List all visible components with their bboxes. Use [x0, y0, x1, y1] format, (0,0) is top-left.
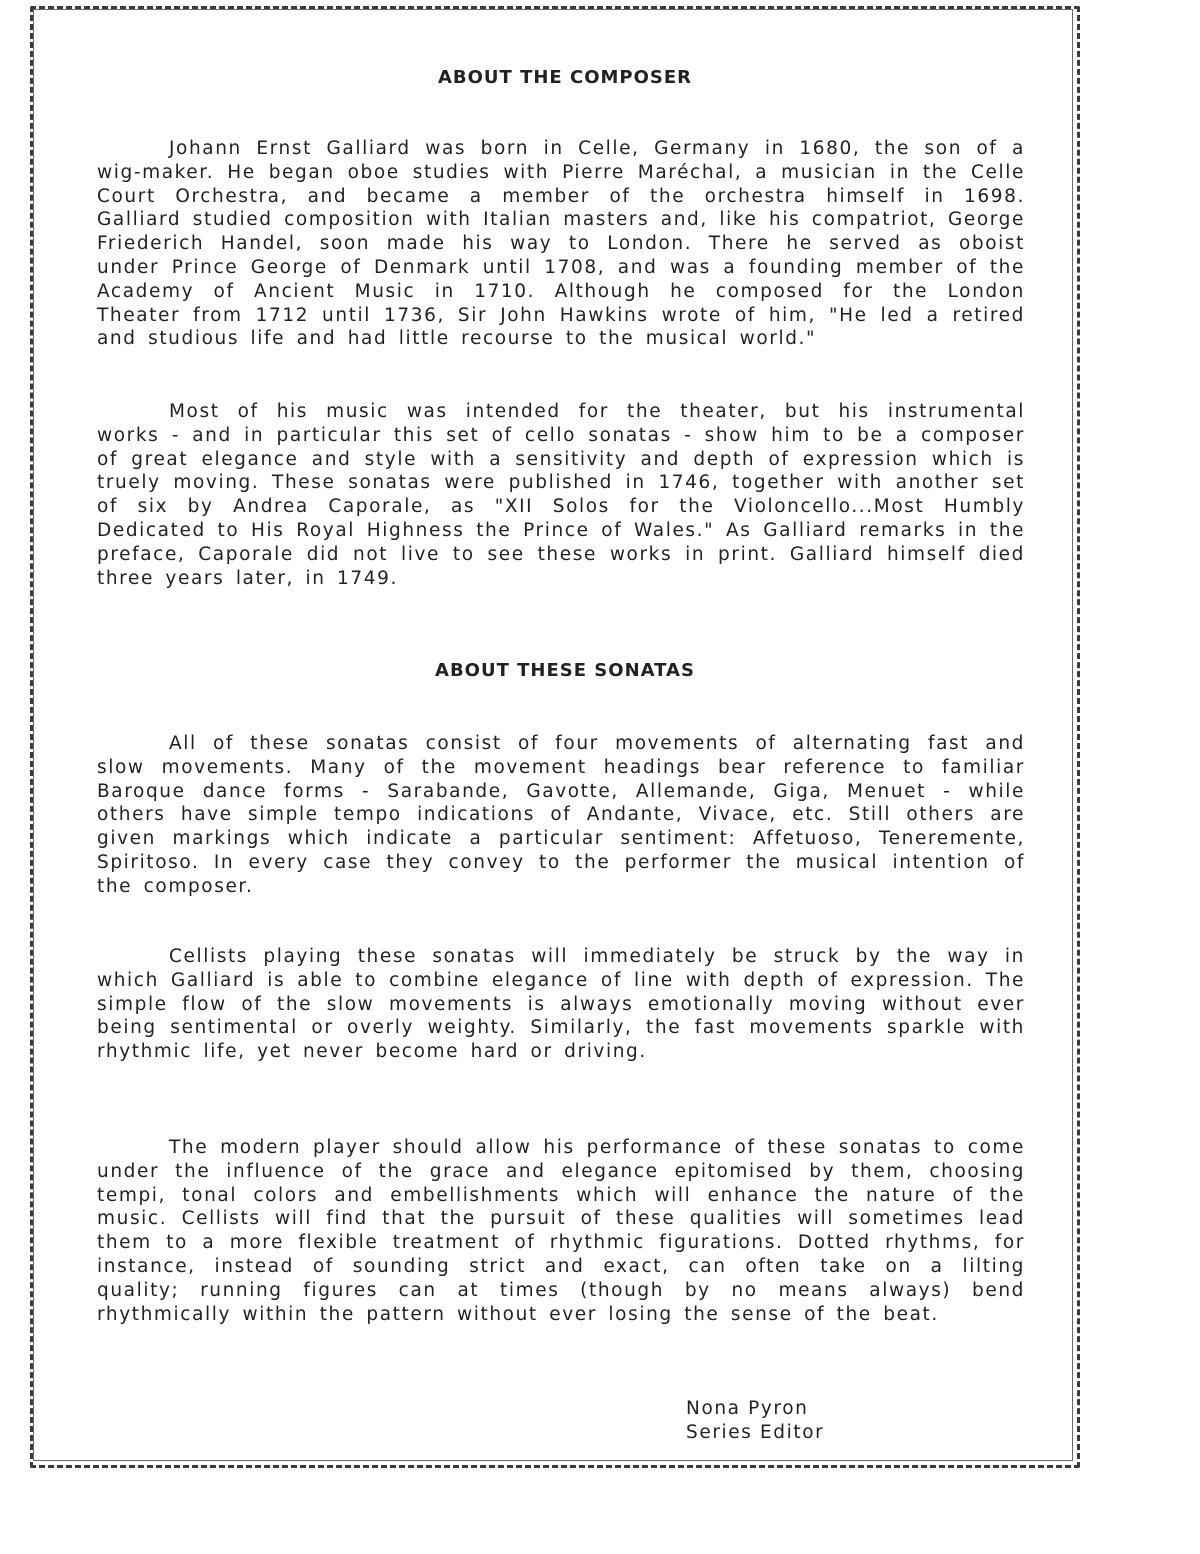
- sonatas-heading: ABOUT THESE SONATAS: [435, 660, 695, 681]
- composer-paragraph-2: Most of his music was intended for the theater, but his instrumental works - and in particular this set of cello sonatas - show him to be a composer of great elegance and style with a sensitivity and depth of expression which is truely moving. These sonatas were published in 1746, together with another set of six by Andrea Caporale, as "XII Solos for the Violoncello...Most Humbly Dedicated to His Royal Highness the Prince of Wales." As Galliard remarks in the preface, Caporale did not live to see these works in print. Galliard himself died three years later, in 1749.: [97, 401, 1025, 589]
- sonatas-paragraph-1: All of these sonatas consist of four movements of alternating fast and slow movements. Many of the movement headings bear reference to familiar Baroque dance forms - Sarabande, Gavotte, Allemande, Giga, Menuet - while others have simple tempo indications of Andante, Vivace, etc. Still others are given markings which indicate a particular sentiment: Affetuoso, Teneremente, Spiritoso. In every case they convey to the performer the musical intention of the composer.: [97, 733, 1025, 897]
- composer-heading: ABOUT THE COMPOSER: [437, 67, 693, 88]
- signature-title: Series Editor: [686, 1421, 825, 1443]
- composer-paragraph-1: Johann Ernst Galliard was born in Celle, Germany in 1680, the son of a wig-maker. He began oboe studies with Pierre Maréchal, a musician in the Celle Court Orchestra, and became a member of the orchestra himself in 1698. Galliard studied composition with Italian masters and, like his compatriot, George Friederich Handel, soon made his way to London. There he served as oboist under Prince George of Denmark until 1708, and was a founding member of the Academy of Ancient Music in 1710. Although he composed for the London Theater from 1712 until 1736, Sir John Hawkins wrote of him, "He led a retired and studious life and had little recourse to the musical world.": [97, 138, 1025, 350]
- sonatas-paragraph-2: Cellists playing these sonatas will immediately be struck by the way in which Galliard is able to combine elegance of line with depth of expression. The simple flow of the slow movements is always emotionally moving without ever being sentimental or overly weighty. Similarly, the fast movements sparkle with rhythmic life, yet never become hard or driving.: [97, 946, 1025, 1063]
- signature-name: Nona Pyron: [686, 1398, 809, 1419]
- sonatas-paragraph-3: The modern player should allow his performance of these sonatas to come under the influence of the grace and elegance epitomised by them, choosing tempi, tonal colors and embellishments which will enhance the nature of the music. Cellists will find that the pursuit of these qualities will sometimes lead them to a more flexible treatment of rhythmic figurations. Dotted rhythms, for instance, instead of sounding strict and exact, can often take on a lilting quality; running figures can at times (though by no means always) bend rhythmically within the pattern without ever losing the sense of the beat.: [97, 1137, 1025, 1325]
- signature-block: [686, 1397, 824, 1445]
